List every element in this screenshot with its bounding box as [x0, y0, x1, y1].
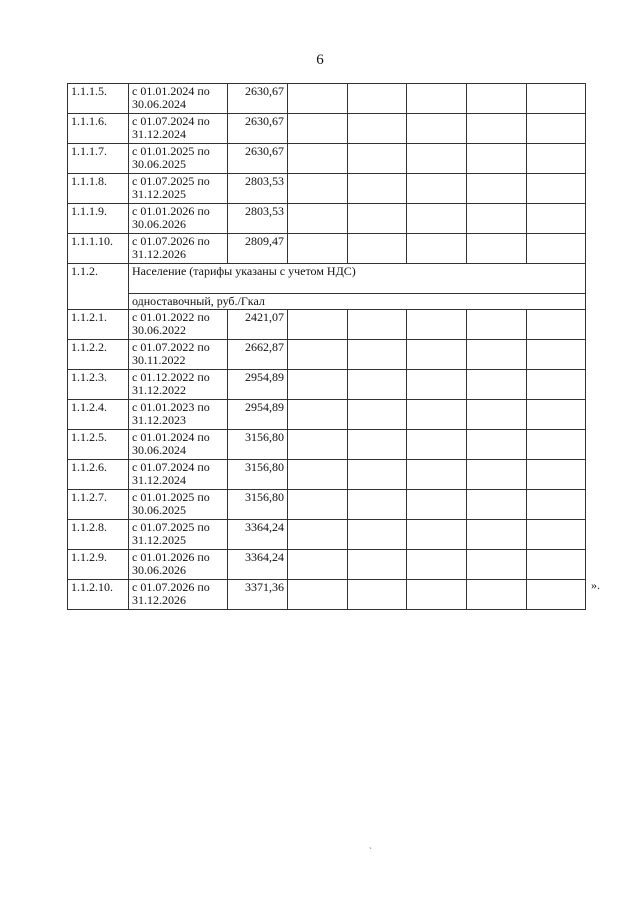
row-number: 1.1.2.10. — [68, 580, 129, 610]
period-start: с 01.01.2026 по — [132, 550, 210, 564]
period-cell — [129, 370, 228, 400]
period-cell — [129, 84, 228, 114]
period-cell — [129, 490, 228, 520]
empty-cell — [288, 204, 348, 234]
empty-cell — [288, 84, 348, 114]
row-number: 1.1.2.8. — [68, 520, 129, 550]
empty-cell — [467, 490, 527, 520]
empty-cell — [467, 144, 527, 174]
section-number: 1.1.2. — [68, 264, 129, 310]
empty-cell — [467, 550, 527, 580]
period-cell — [129, 580, 228, 610]
empty-cell — [467, 310, 527, 340]
period-start: с 01.07.2026 по — [132, 234, 210, 248]
period-end: 31.12.2022 — [132, 383, 186, 397]
empty-cell — [527, 114, 586, 144]
empty-cell — [407, 490, 467, 520]
period-cell — [129, 550, 228, 580]
row-number: 1.1.1.7. — [68, 144, 129, 174]
tariff-value: 2954,89 — [228, 400, 288, 430]
empty-cell — [527, 520, 586, 550]
section-row — [68, 264, 586, 294]
tariff-value: 3364,24 — [228, 520, 288, 550]
period-end: 30.06.2026 — [132, 217, 186, 231]
period-cell — [129, 204, 228, 234]
period-start: с 01.07.2024 по — [132, 114, 210, 128]
empty-cell — [348, 370, 407, 400]
period-end: 30.06.2024 — [132, 97, 186, 111]
empty-cell — [407, 144, 467, 174]
tariff-value: 2954,89 — [228, 370, 288, 400]
table-row — [68, 310, 586, 340]
stray-mark: ` — [369, 846, 372, 856]
tariff-value: 2803,53 — [228, 204, 288, 234]
empty-cell — [407, 340, 467, 370]
empty-cell — [527, 234, 586, 264]
empty-cell — [348, 84, 407, 114]
table-row — [68, 400, 586, 430]
tariff-value: 2630,67 — [228, 144, 288, 174]
empty-cell — [527, 400, 586, 430]
empty-cell — [467, 234, 527, 264]
period-start: с 01.12.2022 по — [132, 370, 210, 384]
period-end: 31.12.2023 — [132, 413, 186, 427]
period-cell — [129, 174, 228, 204]
empty-cell — [348, 430, 407, 460]
period-start: с 01.07.2026 по — [132, 580, 210, 594]
tariff-value: 2662,87 — [228, 340, 288, 370]
empty-cell — [348, 400, 407, 430]
table-row — [68, 550, 586, 580]
period-end: 31.12.2025 — [132, 533, 186, 547]
empty-cell — [527, 580, 586, 610]
row-number: 1.1.2.6. — [68, 460, 129, 490]
period-end: 31.12.2024 — [132, 473, 186, 487]
section-header — [68, 264, 586, 310]
empty-cell — [407, 580, 467, 610]
empty-cell — [407, 174, 467, 204]
tariff-rows-bottom — [68, 310, 586, 610]
period-start: с 01.01.2024 по — [132, 430, 210, 444]
empty-cell — [348, 144, 407, 174]
empty-cell — [288, 490, 348, 520]
empty-cell — [348, 114, 407, 144]
row-number: 1.1.1.6. — [68, 114, 129, 144]
row-number: 1.1.2.4. — [68, 400, 129, 430]
tariff-value: 2630,67 — [228, 114, 288, 144]
table-row — [68, 490, 586, 520]
period-cell — [129, 310, 228, 340]
empty-cell — [527, 174, 586, 204]
period-start: с 01.01.2026 по — [132, 204, 210, 218]
empty-cell — [407, 460, 467, 490]
period-cell — [129, 340, 228, 370]
period-end: 31.12.2026 — [132, 247, 186, 261]
empty-cell — [467, 114, 527, 144]
tariff-value: 2630,67 — [228, 84, 288, 114]
empty-cell — [348, 490, 407, 520]
table-row — [68, 430, 586, 460]
empty-cell — [527, 204, 586, 234]
empty-cell — [467, 430, 527, 460]
empty-cell — [527, 340, 586, 370]
section-title: Население (тарифы указаны с учетом НДС) — [129, 264, 586, 294]
empty-cell — [467, 84, 527, 114]
empty-cell — [348, 204, 407, 234]
empty-cell — [527, 310, 586, 340]
period-end: 30.06.2026 — [132, 563, 186, 577]
period-end: 31.12.2026 — [132, 593, 186, 607]
period-start: с 01.07.2024 по — [132, 460, 210, 474]
empty-cell — [407, 520, 467, 550]
tariff-rows-top — [68, 84, 586, 264]
empty-cell — [407, 430, 467, 460]
empty-cell — [288, 550, 348, 580]
empty-cell — [348, 580, 407, 610]
period-end: 30.06.2025 — [132, 157, 186, 171]
row-number: 1.1.1.5. — [68, 84, 129, 114]
empty-cell — [527, 490, 586, 520]
closing-quote: ». — [591, 578, 600, 592]
period-start: с 01.07.2025 по — [132, 520, 210, 534]
tariff-value: 3156,80 — [228, 490, 288, 520]
empty-cell — [467, 174, 527, 204]
row-number: 1.1.1.10. — [68, 234, 129, 264]
period-cell — [129, 520, 228, 550]
page-number: 6 — [316, 52, 324, 68]
empty-cell — [467, 580, 527, 610]
empty-cell — [467, 340, 527, 370]
table-row — [68, 114, 586, 144]
period-cell — [129, 400, 228, 430]
period-end: 30.06.2022 — [132, 323, 186, 337]
empty-cell — [527, 550, 586, 580]
tariff-value: 3364,24 — [228, 550, 288, 580]
empty-cell — [288, 460, 348, 490]
empty-cell — [407, 370, 467, 400]
row-number: 1.1.2.7. — [68, 490, 129, 520]
empty-cell — [348, 310, 407, 340]
empty-cell — [527, 144, 586, 174]
period-cell — [129, 114, 228, 144]
row-number: 1.1.2.9. — [68, 550, 129, 580]
period-end: 30.06.2025 — [132, 503, 186, 517]
empty-cell — [288, 310, 348, 340]
period-start: с 01.01.2022 по — [132, 310, 210, 324]
empty-cell — [527, 370, 586, 400]
table-row — [68, 234, 586, 264]
period-end: 30.11.2022 — [132, 353, 186, 367]
table-row — [68, 340, 586, 370]
empty-cell — [288, 520, 348, 550]
period-end: 30.06.2024 — [132, 443, 186, 457]
empty-cell — [288, 234, 348, 264]
tariff-table — [67, 83, 586, 610]
empty-cell — [467, 520, 527, 550]
tariff-value: 2809,47 — [228, 234, 288, 264]
empty-cell — [348, 174, 407, 204]
period-start: с 01.01.2024 по — [132, 84, 210, 98]
empty-cell — [407, 84, 467, 114]
period-start: с 01.07.2025 по — [132, 174, 210, 188]
table-row — [68, 174, 586, 204]
tariff-value: 3156,80 — [228, 430, 288, 460]
tariff-value: 3156,80 — [228, 460, 288, 490]
table-row — [68, 370, 586, 400]
period-start: с 01.01.2023 по — [132, 400, 210, 414]
empty-cell — [467, 204, 527, 234]
period-end: 31.12.2025 — [132, 187, 186, 201]
table-row — [68, 460, 586, 490]
table-row — [68, 520, 586, 550]
empty-cell — [288, 370, 348, 400]
period-end: 31.12.2024 — [132, 127, 186, 141]
row-number: 1.1.1.8. — [68, 174, 129, 204]
empty-cell — [288, 340, 348, 370]
empty-cell — [288, 144, 348, 174]
empty-cell — [467, 460, 527, 490]
tariff-value: 3371,36 — [228, 580, 288, 610]
empty-cell — [407, 310, 467, 340]
period-start: с 01.01.2025 по — [132, 144, 210, 158]
tariff-value: 2421,07 — [228, 310, 288, 340]
period-start: с 01.07.2022 по — [132, 340, 210, 354]
table-row — [68, 144, 586, 174]
empty-cell — [288, 400, 348, 430]
empty-cell — [407, 114, 467, 144]
empty-cell — [527, 84, 586, 114]
empty-cell — [348, 460, 407, 490]
empty-cell — [348, 340, 407, 370]
period-cell — [129, 144, 228, 174]
period-cell — [129, 234, 228, 264]
empty-cell — [288, 174, 348, 204]
row-number: 1.1.2.5. — [68, 430, 129, 460]
empty-cell — [527, 460, 586, 490]
table-row — [68, 580, 586, 610]
empty-cell — [348, 550, 407, 580]
empty-cell — [348, 520, 407, 550]
empty-cell — [288, 580, 348, 610]
empty-cell — [407, 400, 467, 430]
table-row — [68, 204, 586, 234]
empty-cell — [467, 400, 527, 430]
row-number: 1.1.1.9. — [68, 204, 129, 234]
section-subrow — [68, 294, 586, 310]
section-subtitle: одноставочный, руб./Гкал — [129, 294, 586, 310]
empty-cell — [527, 430, 586, 460]
empty-cell — [288, 430, 348, 460]
empty-cell — [348, 234, 407, 264]
period-cell — [129, 460, 228, 490]
empty-cell — [407, 550, 467, 580]
period-start: с 01.01.2025 по — [132, 490, 210, 504]
tariff-value: 2803,53 — [228, 174, 288, 204]
empty-cell — [288, 114, 348, 144]
row-number: 1.1.2.3. — [68, 370, 129, 400]
period-cell — [129, 430, 228, 460]
empty-cell — [407, 234, 467, 264]
empty-cell — [407, 204, 467, 234]
empty-cell — [467, 370, 527, 400]
row-number: 1.1.2.2. — [68, 340, 129, 370]
table-row — [68, 84, 586, 114]
row-number: 1.1.2.1. — [68, 310, 129, 340]
